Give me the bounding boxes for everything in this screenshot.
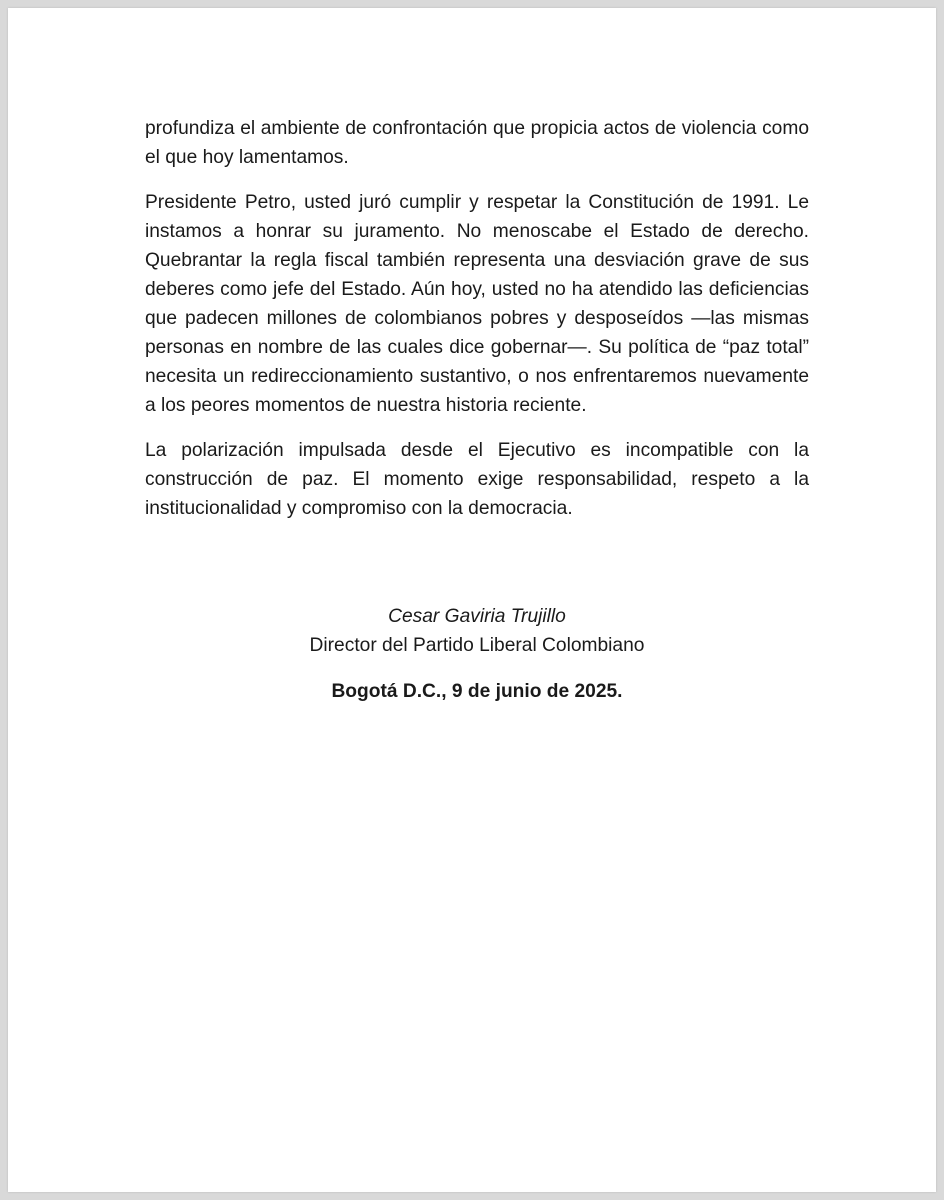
- paragraph-1: profundiza el ambiente de confrontación que propicia actos de violencia como el que hoy lamentamos.: [145, 118, 809, 168]
- paragraph-2: Presidente Petro, usted juró cumplir y respetar la Constitución de 1991. Le instamos a honrar su juramento. No menoscabe el Estado de derecho. Quebrantar la regla fiscal también representa una desviación grave de sus deberes como jefe del Estado. Aún hoy, usted no ha atendido las deficiencias que padecen millones de colombianos pobres y desposeídos —las mismas personas en nombre de las cuales dice gobernar—. Su política de “paz total” necesita un redireccionamiento sustantivo, o nos enfrentaremos nuevamente a los peores momentos de nuestra historia reciente.: [145, 192, 809, 416]
- document-body: [145, 114, 809, 523]
- paragraph-3: La polarización impulsada desde el Ejecutivo es incompatible con la construcción de paz. El momento exige responsabilidad, respeto a la institucionalidad y compromiso con la democracia.: [145, 440, 809, 519]
- signature-block: [145, 602, 809, 706]
- signatory-role: Director del Partido Liberal Colombiano: [309, 635, 645, 656]
- signatory-name: Cesar Gaviria Trujillo: [388, 606, 566, 627]
- document-page: [8, 8, 936, 1192]
- place-date: Bogotá D.C., 9 de junio de 2025.: [331, 681, 623, 702]
